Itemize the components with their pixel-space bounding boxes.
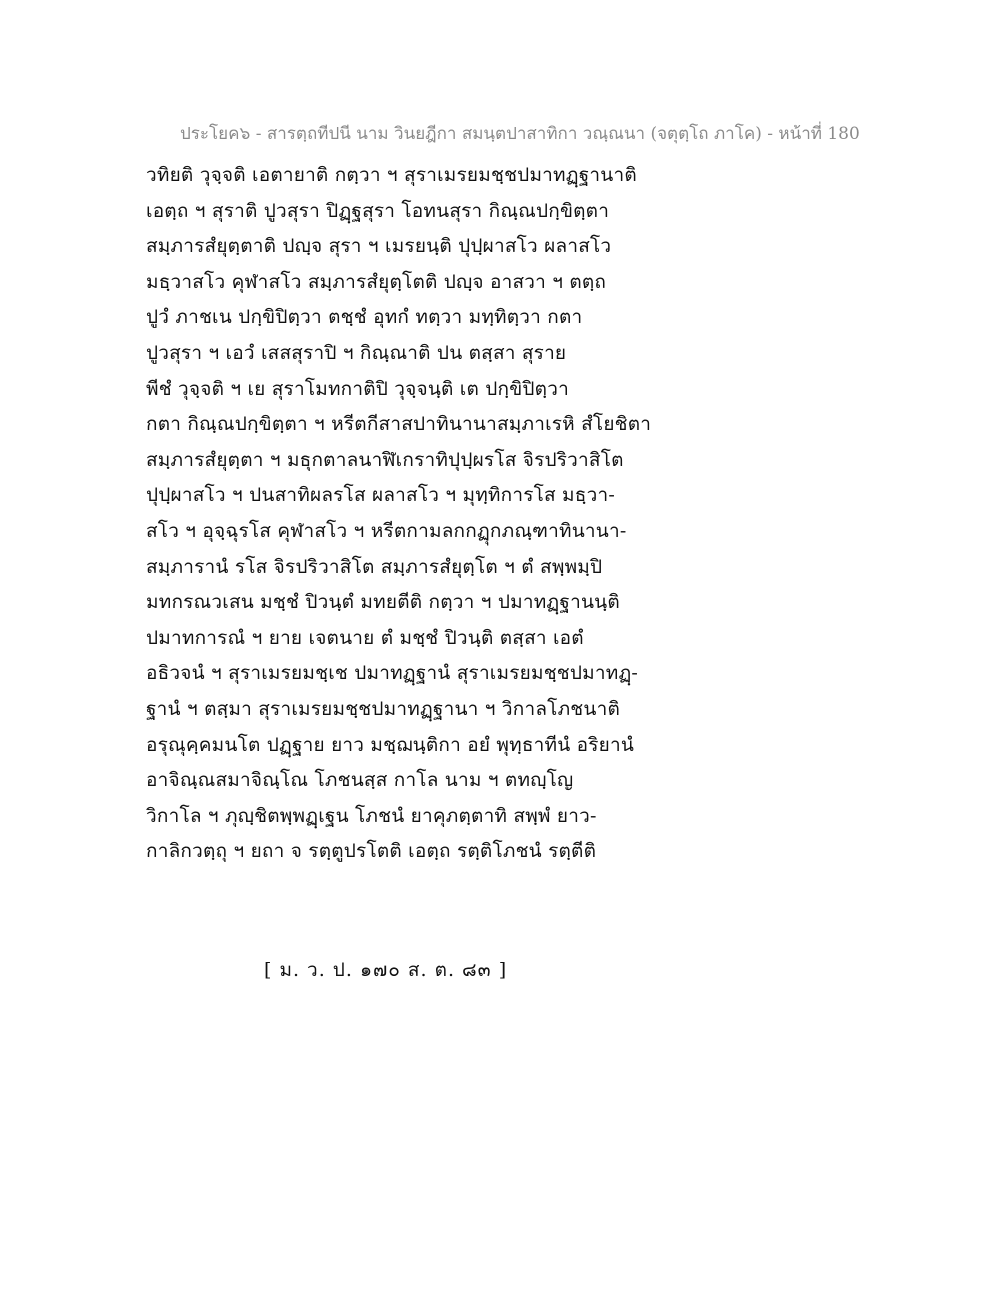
text-line: ปุปฺผาสโว ฯ ปนสาทิผลรโส ผลาสโว ฯ มุทฺทิการโส มธฺวา-: [146, 484, 615, 507]
text-line: ปูวสุรา ฯ เอวํ เสสสุราปิ ฯ กิณฺณาติ ปน ตสฺสา สุราย: [146, 341, 567, 364]
text-line: กตา กิณฺณปกฺขิตฺตา ฯ หรีตกีสาสปาทินานาสมฺภาเรหิ สํโยชิตา: [146, 413, 652, 436]
text-line: มธฺวาสโว คุฬาสโว สมฺภารสํยุตฺโตติ ปญฺจ อาสวา ฯ ตตฺถ: [146, 270, 607, 293]
text-line: กาลิกวตฺถุ ฯ ยถา จ รตฺตูปรโตติ เอตฺถ รตฺติโภชนํ รตฺตีติ: [146, 840, 597, 863]
text-line: อธิวจนํ ฯ สุราเมรยมชฺเช ปมาทฏฺฐานํ สุราเมรยมชฺชปมาทฏฺ-: [146, 662, 639, 685]
text-line: พีชํ วุจฺจติ ฯ เย สุราโมทกาติปิ วุจฺจนฺติ เต ปกฺขิปิตฺวา: [146, 377, 569, 400]
text-line: ปูวํ ภาชเน ปกฺขิปิตฺวา ตชฺชํ อุทกํ ทตฺวา มทฺทิตฺวา กตา: [146, 306, 583, 329]
text-line: สมฺภารสํยุตฺตา ฯ มธุกตาลนาฬิเกราทิปุปฺผรโส จิรปริวาสิโต: [146, 448, 624, 471]
text-line: วิกาโล ฯ ภุญฺชิตพฺพฏฺเฐน โภชนํ ยาคุภตฺตาทิ สพฺพํ ยาว-: [146, 804, 597, 827]
source-reference: [ ม. ว. ป. ๑๗๐ ส. ต. ๘๓ ]: [264, 959, 508, 981]
page-header: ประโยค๖ - สารตฺถทีปนี นาม วินยฎีกา สมนฺตปาสาทิกา วณฺณนา (จตุตฺโถ ภาโค) - หน้าที่ 180: [180, 124, 860, 144]
text-line: ฐานํ ฯ ตสฺมา สุราเมรยมชฺชปมาทฏฺฐานา ฯ วิกาลโภชนาติ: [146, 697, 620, 720]
text-line: มทกรณวเสน มชฺชํ ปิวนฺตํ มทยตีติ กตฺวา ฯ ปมาทฏฺฐานนฺติ: [146, 591, 620, 614]
text-line: เอตฺถ ฯ สุราติ ปูวสุรา ปิฏฺฐสุรา โอทนสุรา กิณฺณปกฺขิตฺตา: [146, 199, 610, 222]
text-line: ปมาทการณํ ฯ ยาย เจตนาย ตํ มชฺชํ ปิวนฺติ ตสฺสา เอตํ: [146, 626, 584, 649]
text-line: อาจิณฺณสมาจิณฺโณ โภชนสฺส กาโล นาม ฯ ตทญฺโญ: [146, 769, 574, 792]
text-line: สโว ฯ อุจฺฉุรโส คุฬาสโว ฯ หรีตกามลกกฏุกภณฺฑาทินานา-: [146, 519, 627, 542]
text-line: สมฺภารานํ รโส จิรปริวาสิโต สมฺภารสํยุตฺโต ฯ ตํ สพฺพมฺปิ: [146, 555, 603, 578]
text-line: วทิยติ วุจฺจติ เอตายาติ กตฺวา ฯ สุราเมรยมชฺชปมาทฏฺฐานาติ: [146, 164, 637, 186]
body-text: [146, 158, 686, 870]
text-line: อรุณุคฺคมนโต ปฏฺฐาย ยาว มชฺฌนฺติกา อยํ พุทฺธาทีนํ อริยานํ: [146, 733, 635, 756]
text-line: สมฺภารสํยุตฺตาติ ปญฺจ สุรา ฯ เมรยนฺติ ปุปฺผาสโว ผลาสโว: [146, 235, 612, 258]
